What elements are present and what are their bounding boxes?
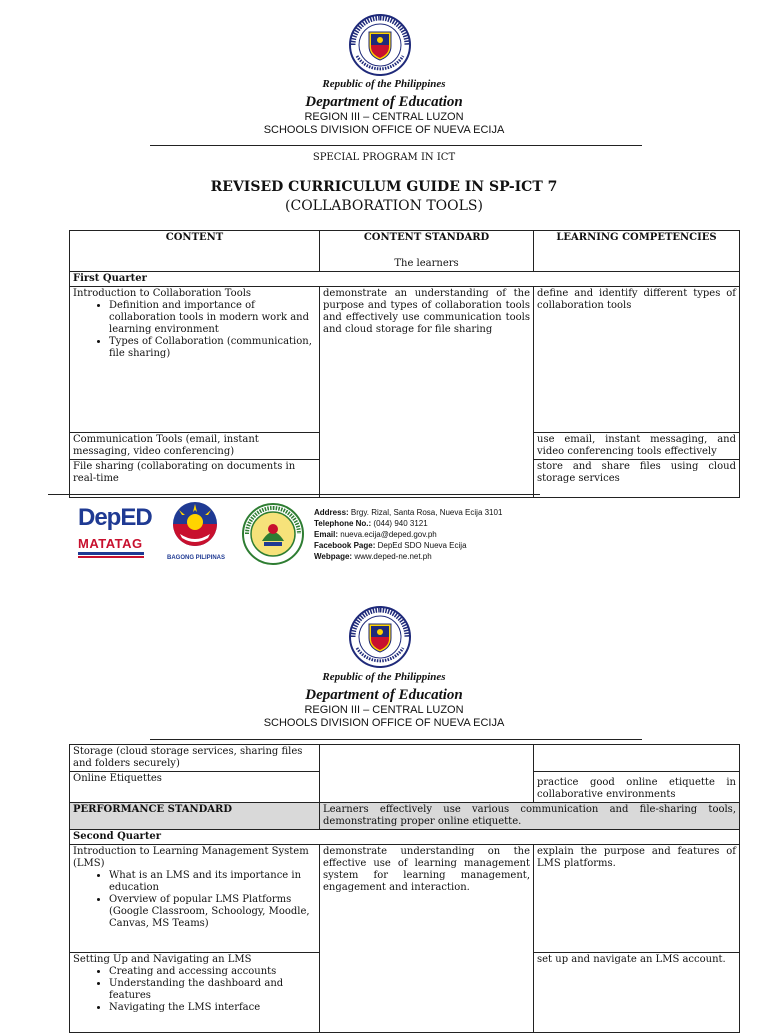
deped-wordmark: DepED bbox=[78, 504, 152, 531]
content-standard-cell: demonstrate an understanding of the purpose and types of collaboration tools and effectively use communication tools and cloud storage for file sharing bbox=[320, 287, 534, 498]
list-item: • What is an LMS and its importance in education bbox=[109, 870, 316, 894]
address-line: Address: Brgy. Rizal, Santa Rosa, Nueva Ecija 3101 bbox=[314, 508, 503, 517]
competency-cell bbox=[534, 745, 740, 772]
bagong-pilipinas-logo bbox=[160, 500, 230, 562]
region-text: REGION III – CENTRAL LUZON bbox=[304, 111, 464, 123]
webpage-line: Webpage: www.deped-ne.net.ph bbox=[314, 552, 432, 561]
department-title-2: Department of Education bbox=[305, 687, 463, 703]
row-content-title: Introduction to Learning Management System (LMS) bbox=[73, 846, 309, 869]
performance-standard-label: PERFORMANCE STANDARD bbox=[70, 803, 320, 830]
table-row: Storage (cloud storage services, sharing files and folders securely) bbox=[70, 745, 320, 772]
table-row: Communication Tools (email, instant messaging, video conferencing) bbox=[70, 433, 320, 460]
second-quarter-label: Second Quarter bbox=[70, 830, 740, 845]
list-item: • Definition and importance of collaboration tools in modern work and learning environment bbox=[109, 300, 316, 336]
list-item: • Navigating the LMS interface bbox=[109, 1002, 316, 1014]
department-title: Department of Education bbox=[305, 94, 463, 110]
division-text: SCHOOLS DIVISION OFFICE OF NUEVA ECIJA bbox=[263, 124, 505, 136]
republic-text: Republic of the Philippines bbox=[322, 78, 446, 90]
col-standard-title: CONTENT STANDARD bbox=[363, 232, 490, 243]
deped-seal-2 bbox=[349, 606, 411, 668]
contact-block bbox=[314, 507, 554, 562]
curriculum-table-2 bbox=[69, 744, 740, 1033]
col-competencies-header: LEARNING COMPETENCIES bbox=[534, 231, 740, 272]
facebook-line: Facebook Page: DepEd SDO Nueva Ecija bbox=[314, 541, 467, 550]
table-row: Online Etiquettes bbox=[70, 772, 320, 803]
col-standard-sub: The learners bbox=[394, 258, 459, 269]
competency-cell: define and identify different types of collaboration tools bbox=[534, 287, 740, 433]
col-content-header: CONTENT bbox=[70, 231, 320, 272]
telephone-line: Telephone No.: (044) 940 3121 bbox=[314, 519, 428, 528]
matatag-wordmark: MATATAG bbox=[78, 536, 143, 551]
doc-subtitle: (COLLABORATION TOOLS) bbox=[285, 198, 483, 214]
sdo-nueva-ecija-seal bbox=[242, 503, 304, 565]
webpage-link[interactable]: www.deped-ne.net.ph bbox=[354, 552, 432, 561]
facebook-link[interactable]: DepEd SDO Nueva Ecija bbox=[377, 541, 467, 550]
col-standard-header bbox=[320, 231, 534, 272]
deped-matatag-logo bbox=[78, 504, 152, 565]
region-text-2: REGION III – CENTRAL LUZON bbox=[304, 704, 464, 716]
competency-cell: explain the purpose and features of LMS platforms. bbox=[534, 845, 740, 953]
competency-cell: store and share files using cloud storage services bbox=[534, 460, 740, 498]
performance-standard-text: Learners effectively use various communication and file-sharing tools, demonstrating proper online etiquette. bbox=[320, 803, 740, 830]
list-item: • Types of Collaboration (communication, file sharing) bbox=[109, 336, 316, 360]
division-text-2: SCHOOLS DIVISION OFFICE OF NUEVA ECIJA bbox=[263, 717, 505, 729]
bagong-pilipinas-text: BAGONG PILIPINAS bbox=[166, 555, 225, 561]
email-link[interactable]: nueva.ecija@deped.gov.ph bbox=[340, 530, 437, 539]
row-content-title: Introduction to Collaboration Tools bbox=[73, 288, 252, 299]
competency-cell: use email, instant messaging, and video conferencing tools effectively bbox=[534, 433, 740, 460]
deped-seal-1 bbox=[349, 14, 411, 76]
list-item: • Overview of popular LMS Platforms (Google Classroom, Schoology, Moodle, Canvas, MS Teams) bbox=[109, 894, 316, 930]
table-row bbox=[70, 287, 320, 433]
table-row: File sharing (collaborating on documents in real-time bbox=[70, 460, 320, 498]
content-standard-cell: demonstrate understanding on the effective use of learning management system for learning management, engagement and interaction. bbox=[320, 845, 534, 1033]
competency-cell: practice good online etiquette in collaborative environments bbox=[534, 772, 740, 803]
footer-rule bbox=[48, 494, 540, 495]
row-content-title: Setting Up and Navigating an LMS bbox=[73, 954, 252, 965]
doc-title: REVISED CURRICULUM GUIDE IN SP-ICT 7 bbox=[210, 179, 558, 195]
content-standard-cell bbox=[320, 745, 534, 803]
competency-cell: set up and navigate an LMS account. bbox=[534, 953, 740, 1033]
curriculum-table-1 bbox=[69, 230, 740, 498]
list-item: • Creating and accessing accounts bbox=[109, 966, 316, 978]
table-row bbox=[70, 845, 320, 953]
header-rule-2 bbox=[150, 739, 642, 740]
first-quarter-label: First Quarter bbox=[70, 272, 740, 287]
email-line: Email: nueva.ecija@deped.gov.ph bbox=[314, 530, 437, 539]
header-rule-1 bbox=[150, 145, 642, 146]
list-item: • Understanding the dashboard and features bbox=[109, 978, 316, 1002]
republic-text-2: Republic of the Philippines bbox=[322, 671, 446, 683]
program-text: SPECIAL PROGRAM IN ICT bbox=[312, 152, 456, 163]
table-row bbox=[70, 953, 320, 1033]
